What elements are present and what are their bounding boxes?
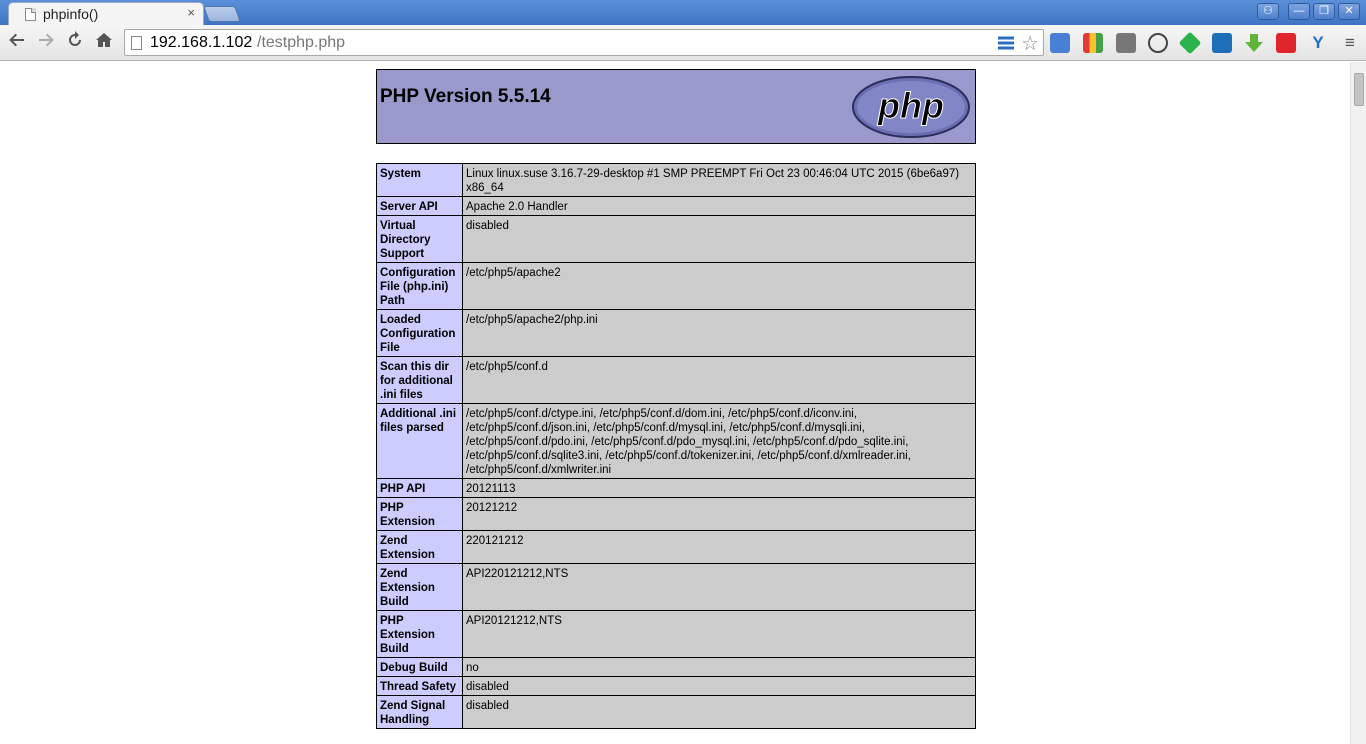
row-value: disabled — [463, 216, 976, 263]
row-key: Virtual Directory Support — [377, 216, 463, 263]
row-value: /etc/php5/apache2 — [463, 263, 976, 310]
row-key: Loaded Configuration File — [377, 310, 463, 357]
row-value: /etc/php5/apache2/php.ini — [463, 310, 976, 357]
row-key: Zend Extension Build — [377, 564, 463, 611]
table-row — [377, 498, 976, 531]
row-key: Debug Build — [377, 658, 463, 677]
row-key: Zend Signal Handling — [377, 696, 463, 729]
table-row — [377, 531, 976, 564]
row-key: Configuration File (php.ini) Path — [377, 263, 463, 310]
table-row — [377, 310, 976, 357]
row-key: PHP Extension — [377, 498, 463, 531]
row-key: Zend Extension — [377, 531, 463, 564]
google-extension-icon[interactable] — [1083, 33, 1103, 53]
row-value: 20121113 — [463, 479, 976, 498]
address-bar[interactable] — [124, 29, 1044, 56]
feedly-icon[interactable] — [1179, 32, 1202, 55]
table-row — [377, 658, 976, 677]
vertical-scrollbar[interactable] — [1350, 62, 1366, 744]
reload-button[interactable] — [63, 31, 87, 55]
row-value: /etc/php5/conf.d/ctype.ini, /etc/php5/conf.d/dom.ini, /etc/php5/conf.d/iconv.ini, /etc/php5/conf.d/json.ini, /etc/php5/conf.d/mysql.ini, /etc/php5/conf.d/mysqli.ini, /etc/php5/conf.d/pdo.ini, /etc/php5/conf.d/pdo_mysql.ini, /etc/php5/conf.d/pdo_sqlite.ini, /etc/php5/conf.d/sqlite3.ini, /etc/php5/conf.d/tokenizer.ini, /etc/php5/conf.d/xmlreader.ini, /etc/php5/conf.d/xmlwriter.ini — [463, 404, 976, 479]
row-key: System — [377, 164, 463, 197]
row-key: PHP Extension Build — [377, 611, 463, 658]
row-value: no — [463, 658, 976, 677]
table-row — [377, 564, 976, 611]
forward-button[interactable] — [34, 31, 58, 55]
row-value: API20121212,NTS — [463, 611, 976, 658]
page-icon — [25, 8, 36, 21]
php-logo-icon — [851, 75, 971, 139]
row-value: disabled — [463, 677, 976, 696]
page-title: PHP Version 5.5.14 — [380, 86, 551, 107]
forward-arrow-icon — [37, 31, 55, 49]
row-value: disabled — [463, 696, 976, 729]
back-button[interactable] — [5, 31, 29, 55]
row-key: Server API — [377, 197, 463, 216]
scrollbar-thumb[interactable] — [1354, 73, 1364, 106]
row-key: Thread Safety — [377, 677, 463, 696]
bookmark-star-icon[interactable]: ☆ — [1021, 33, 1039, 55]
restore-button[interactable]: ❐ — [1313, 3, 1335, 20]
row-key: PHP API — [377, 479, 463, 498]
s-extension-icon[interactable] — [1212, 33, 1232, 53]
menu-icon[interactable]: ≡ — [1345, 33, 1355, 52]
title-bar — [0, 0, 1366, 25]
row-key: Additional .ini files parsed — [377, 404, 463, 479]
row-value: 220121212 — [463, 531, 976, 564]
phpinfo-header — [376, 69, 976, 144]
close-window-button[interactable]: ✕ — [1338, 3, 1360, 20]
tab-close-icon[interactable]: × — [187, 5, 195, 20]
translate-icon[interactable] — [1050, 33, 1070, 53]
home-icon — [95, 31, 113, 49]
reload-icon — [66, 31, 84, 49]
back-arrow-icon — [8, 31, 26, 49]
php-logo-text: php — [878, 85, 944, 126]
table-row — [377, 263, 976, 310]
y-extension-icon[interactable]: Y — [1312, 33, 1324, 52]
table-row — [377, 357, 976, 404]
browser-toolbar — [0, 25, 1366, 61]
table-row — [377, 677, 976, 696]
keyboard-icon[interactable] — [1116, 33, 1136, 53]
flipboard-icon[interactable] — [1276, 33, 1296, 53]
tools-icon[interactable] — [1148, 33, 1168, 53]
table-row — [377, 611, 976, 658]
phpinfo-table — [376, 163, 976, 729]
table-row — [377, 404, 976, 479]
phpinfo-container — [376, 69, 976, 729]
table-row — [377, 216, 976, 263]
table-row — [377, 197, 976, 216]
tab-phpinfo[interactable] — [8, 2, 204, 25]
minimize-button[interactable]: — — [1288, 3, 1310, 20]
layers-icon[interactable] — [997, 35, 1015, 51]
new-tab-button[interactable] — [203, 6, 241, 22]
table-row — [377, 696, 976, 729]
row-value: API220121212,NTS — [463, 564, 976, 611]
tab-title: phpinfo() — [43, 6, 99, 22]
table-row — [377, 164, 976, 197]
page-info-icon — [131, 36, 142, 50]
table-row — [377, 479, 976, 498]
home-button[interactable] — [92, 31, 116, 55]
row-value: 20121212 — [463, 498, 976, 531]
url-host: 192.168.1.102 — [150, 34, 253, 51]
row-value: /etc/php5/conf.d — [463, 357, 976, 404]
row-value: Apache 2.0 Handler — [463, 197, 976, 216]
page-viewport — [0, 62, 1350, 744]
url-path: /testphp.php — [257, 34, 346, 51]
row-key: Scan this dir for additional .ini files — [377, 357, 463, 404]
profile-button[interactable]: ⚇ — [1257, 3, 1279, 20]
row-value: Linux linux.suse 3.16.7-29-desktop #1 SMP PREEMPT Fri Oct 23 00:46:04 UTC 2015 (6be6a97) x86_64 — [463, 164, 976, 197]
download-icon[interactable] — [1244, 33, 1264, 53]
